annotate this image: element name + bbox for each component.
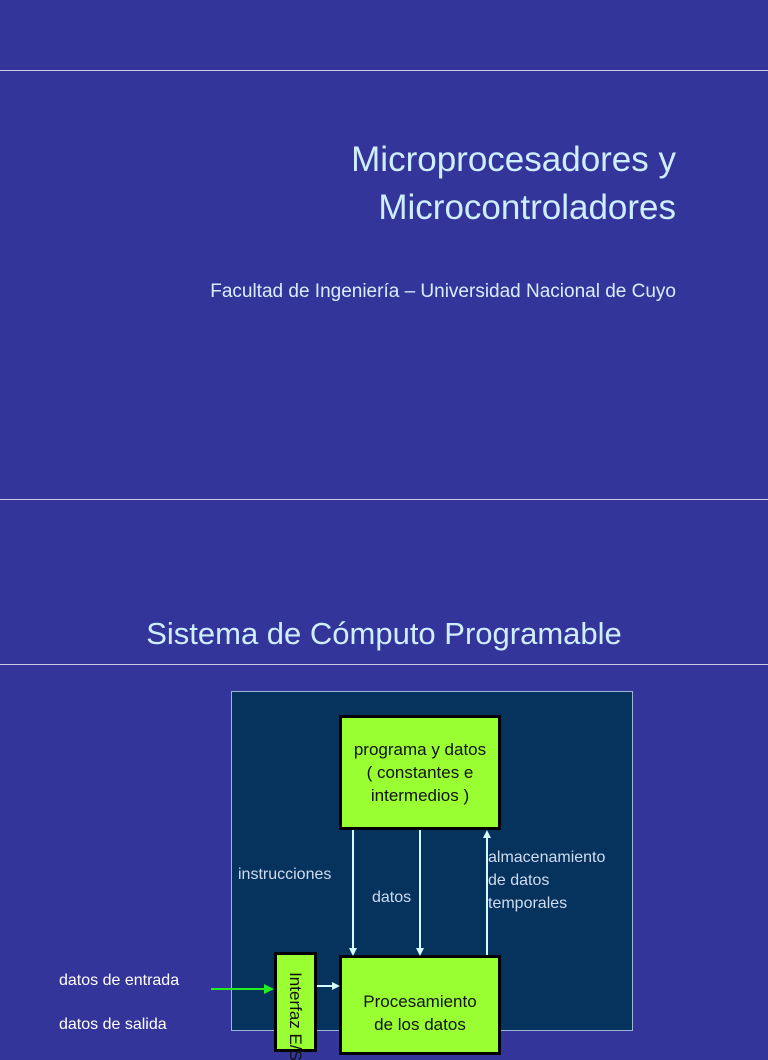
storage-label: almacenamiento de datos temporales (488, 849, 606, 912)
slide-separator (0, 499, 768, 500)
slide2-title: Sistema de Cómputo Programable (146, 616, 622, 651)
slide2-title-divider (0, 664, 768, 665)
input-data-label: datos de entrada (59, 972, 180, 989)
io-interface-box (274, 952, 317, 1060)
slide1-title (76, 136, 676, 232)
top-divider (0, 70, 768, 71)
data-label: datos (372, 889, 412, 906)
slide1-title-line1: Microprocesadores y (351, 140, 676, 179)
slide1-subtitle: Facultad de Ingeniería – Universidad Nacional de Cuyo (210, 281, 676, 302)
processing-box: Procesamiento de los datos (339, 955, 501, 1055)
memory-box: programa y datos ( constantes e intermedios ) (339, 715, 501, 830)
output-data-label: datos de salida (59, 1016, 167, 1033)
slide1-title-line2: Microcontroladores (378, 188, 676, 227)
io-interface-label: Interfaz E/S (286, 971, 306, 1060)
instructions-label: instrucciones (238, 866, 332, 883)
